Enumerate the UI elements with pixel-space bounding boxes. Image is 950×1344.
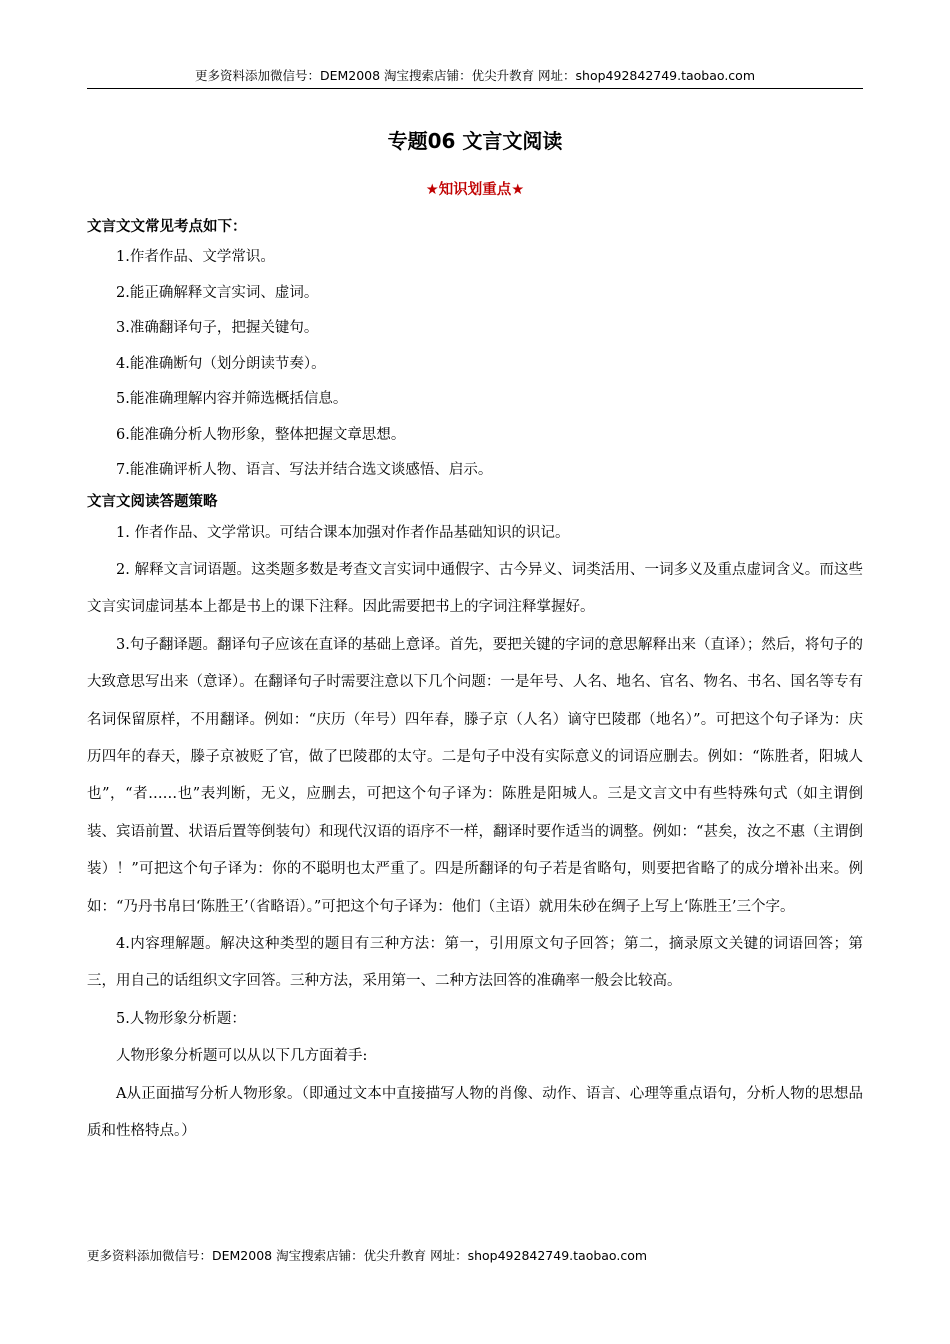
section-subtitle: ★知识划重点★ (425, 182, 525, 198)
header-divider (87, 88, 863, 89)
exam-point-item: 3.准确翻译句子，把握关键句。 (116, 320, 319, 336)
exam-point-item: 2.能正确解释文言实词、虚词。 (116, 284, 319, 301)
exam-point-item: 7.能准确评析人物、语言、写法并结合选文谈感悟、启示。 (116, 462, 493, 478)
strategy-paragraph: A从正面描写分析人物形象。（即通过文本中直接描写人物的肖像、动作、语言、心理等重点语句，分析人物的思想品质和性格特点。） (87, 1085, 863, 1139)
exam-point-item: 4.能准确断句（划分朗读节奏）。 (116, 355, 326, 372)
exam-points-heading: 文言文文常见考点如下： (87, 219, 247, 235)
exam-point-item: 1.作者作品、文学常识。 (116, 249, 275, 265)
strategy-heading: 文言文阅读答题策略 (87, 493, 218, 510)
strategy-paragraph: 1. 作者作品、文学常识。可结合课本加强对作者作品基础知识的识记。 (116, 524, 570, 541)
strategy-paragraph: 人物形象分析题可以从以下几方面着手: (116, 1048, 368, 1065)
exam-point-item: 6.能准确分析人物形象，整体把握文章思想。 (116, 426, 406, 443)
page-footer: 更多资料添加微信号：DEM2008 淘宝搜索店铺：优尖升教育 网址：shop492842749.taobao.com (87, 1248, 648, 1263)
strategy-paragraph: 3.句子翻译题。翻译句子应该在直译的基础上意译。首先，要把关键的字词的意思解释出来（直译）；然后，将句子的大致意思写出来（意译）。在翻译句子时需要注意以下几个问题：一是年号、人名、地名、官名、物名、书名、国名等专有名词保留原样，不用翻译。例如：“庆历（年号）四年春，滕子京（人名）谪守巴陵郡（地名）”。可把这个句子译为：庆历四年的春天，滕子京被贬了官，做了巴陵郡的太守。二是句子中没有实际意义的词语应删去。例如：“陈胜者，阳城人也”，“者……也”表判断，无义，应删去，可把这个句子译为：陈胜是阳城人。三是文言文中有些特殊句式（如主谓倒装、宾语前置、状语后置等倒装句）和现代汉语的语序不一样，翻译时要作适当的调整。例如：“甚矣，汝之不惠（主谓倒装）！”可把这个句子译为：你的不聪明也太严重了。四是所翻译的句子若是省略句，则要把省略了的成分增补出来。例如：“乃丹书帛曰‘陈胜王’（省略语）。”可把这个句子译为：他们（主语）就用朱砂在绸子上写上‘陈胜王’三个字。 (87, 636, 863, 915)
document-body (87, 214, 863, 1150)
strategy-paragraph: 5.人物形象分析题： (116, 1010, 246, 1027)
page-title: 专题06 文言文阅读 (387, 129, 563, 153)
strategy-paragraph: 2. 解释文言词语题。这类题多数是考查文言实词中通假字、古今异义、词类活用、一词多义及重点虚词含义。而这些文言实词虚词基本上都是书上的课下注释。因此需要把书上的字词注释掌握好。 (87, 561, 863, 616)
strategy-paragraph: 4.内容理解题。解决这种类型的题目有三种方法：第一，引用原文句子回答；第二，摘录原文关键的词语回答；第三，用自己的话组织文字回答。三种方法，采用第一、二种方法回答的准确率一般会比较高。 (87, 935, 863, 990)
page-header: 更多资料添加微信号：DEM2008 淘宝搜索店铺：优尖升教育 网址：shop492842749.taobao.com (194, 68, 756, 83)
exam-point-item: 5.能准确理解内容并筛选概括信息。 (116, 391, 348, 407)
